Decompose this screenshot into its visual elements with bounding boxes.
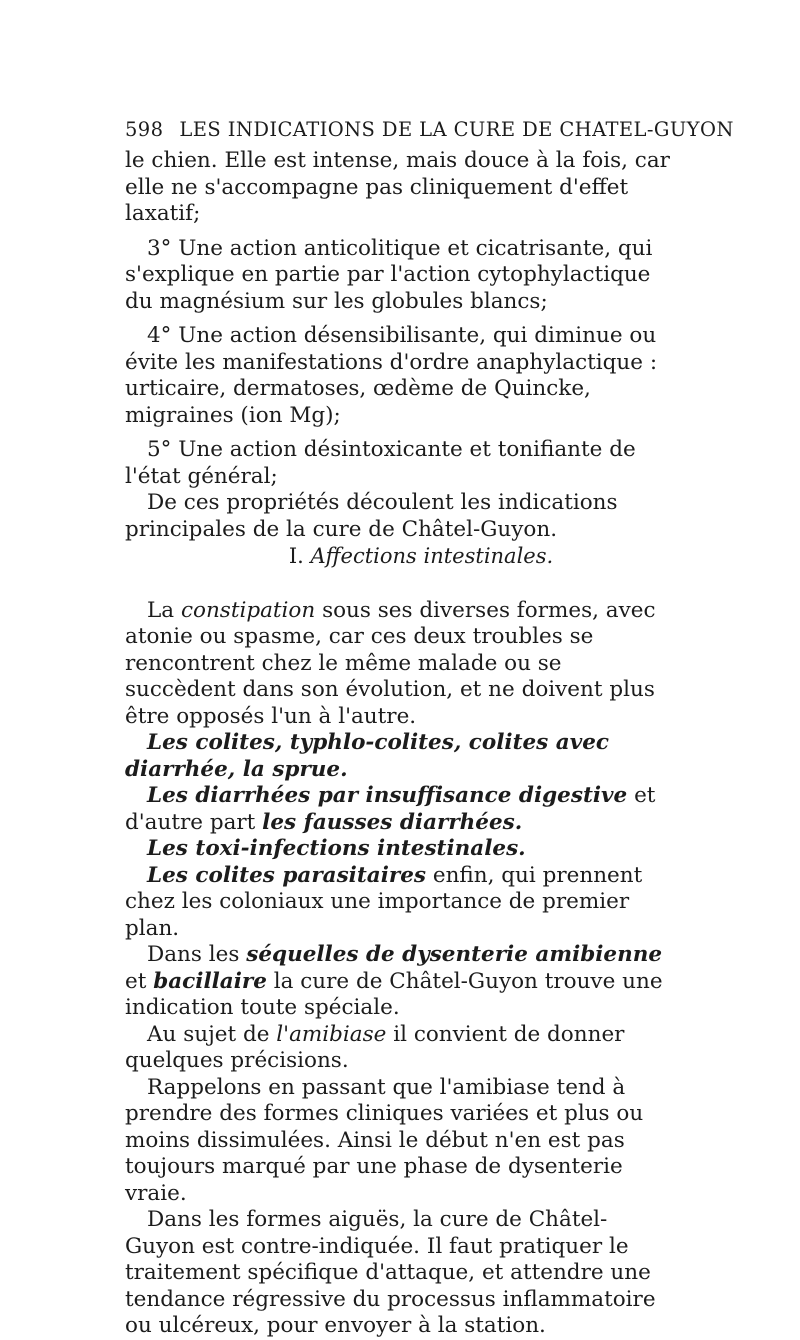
paragraph-amibiase bbox=[125, 1022, 677, 1075]
sequelles-text: la cure de Châtel-Guyon trouve une indication toute spéciale. bbox=[125, 968, 663, 1020]
section-numeral: I. bbox=[288, 544, 304, 568]
paragraph-conclusion: De ces propriétés découlent les indications principales de la cure de Châtel-Guyon. bbox=[125, 490, 618, 542]
page-number: 598 bbox=[125, 118, 164, 141]
paragraph-item-4: 4° Une action désensibilisante, qui diminue ou évite les manifestations d'ordre anaphylactique : urticaire, dermatoses, œdème de Quincke, migraines (ion Mg); bbox=[125, 323, 658, 428]
amibiase-text: il convient de donner quelques précisions. bbox=[125, 1021, 625, 1073]
fausses-diarrhees-term: les fausses diarrhées. bbox=[262, 809, 523, 835]
running-header bbox=[125, 118, 745, 141]
sequelles-mid: et bbox=[125, 968, 147, 994]
paragraph-sequelles bbox=[125, 942, 677, 1022]
sequelles-term: séquelles de dysenterie amibienne bbox=[246, 942, 663, 967]
section-heading bbox=[125, 543, 677, 570]
paragraph-constipation bbox=[125, 598, 677, 731]
paragraph-parasitaires bbox=[125, 863, 677, 943]
amibiase-lead: Au sujet de bbox=[147, 1021, 270, 1047]
paragraph-formes-aigues: Dans les formes aiguës, la cure de Châtel-Guyon est contre-indiquée. Il faut pratiquer le traitement spécifique d'attaque, et attendre une tendance régressive du processus inflammatoire ou ulcéreux, pour envoyer à la station. bbox=[125, 1207, 656, 1338]
constipation-term: constipation bbox=[180, 597, 316, 623]
paragraph-colites: Les colites, typhlo-colites, colites avec diarrhée, la sprue. bbox=[125, 730, 609, 782]
paragraph-item-5: 5° Une action désintoxicante et tonifiante de l'état général; bbox=[125, 437, 636, 489]
diarrhees-term: Les diarrhées par insuffisance digestive bbox=[147, 783, 628, 808]
parasitaires-term: Les colites parasitaires bbox=[147, 862, 426, 888]
diarrhees-mid: et d'autre part bbox=[125, 783, 656, 835]
section-title: Affections intestinales. bbox=[310, 544, 554, 568]
constipation-text: sous ses diverses formes, avec atonie ou spasme, car ces deux troubles se rencontrent chez le même malade ou se succèdent dans son évolution, et ne doivent plus être opposés l'un à l'autre. bbox=[125, 597, 656, 729]
paragraph-rappelons: Rappelons en passant que l'amibiase tend à prendre des formes cliniques variées et plus ou moins dissimulées. Ainsi le début n'en est pas toujours marqué par une phase de dysenterie vraie. bbox=[125, 1074, 644, 1206]
bacillaire-term: bacillaire bbox=[153, 968, 267, 994]
running-title: LES INDICATIONS DE LA CURE DE CHATEL-GUYON bbox=[179, 118, 734, 141]
page-body bbox=[125, 148, 677, 1340]
paragraph-diarrhees bbox=[125, 783, 677, 836]
paragraph-toxi-infections: Les toxi-infections intestinales. bbox=[147, 836, 526, 861]
parasitaires-text: enfin, qui prennent chez les coloniaux une importance de premier plan. bbox=[125, 862, 643, 941]
paragraph-item-3: 3° Une action anticolitique et cicatrisante, qui s'explique en partie par l'action cytophylactique du magnésium sur les globules blancs; bbox=[125, 235, 653, 314]
amibiase-term: l'amibiase bbox=[276, 1021, 387, 1047]
sequelles-lead: Dans les bbox=[147, 942, 240, 967]
constipation-lead: La bbox=[147, 597, 175, 623]
paragraph-continuation: le chien. Elle est intense, mais douce à la fois, car elle ne s'accompagne pas cliniquement d'effet laxatif; bbox=[125, 148, 670, 226]
